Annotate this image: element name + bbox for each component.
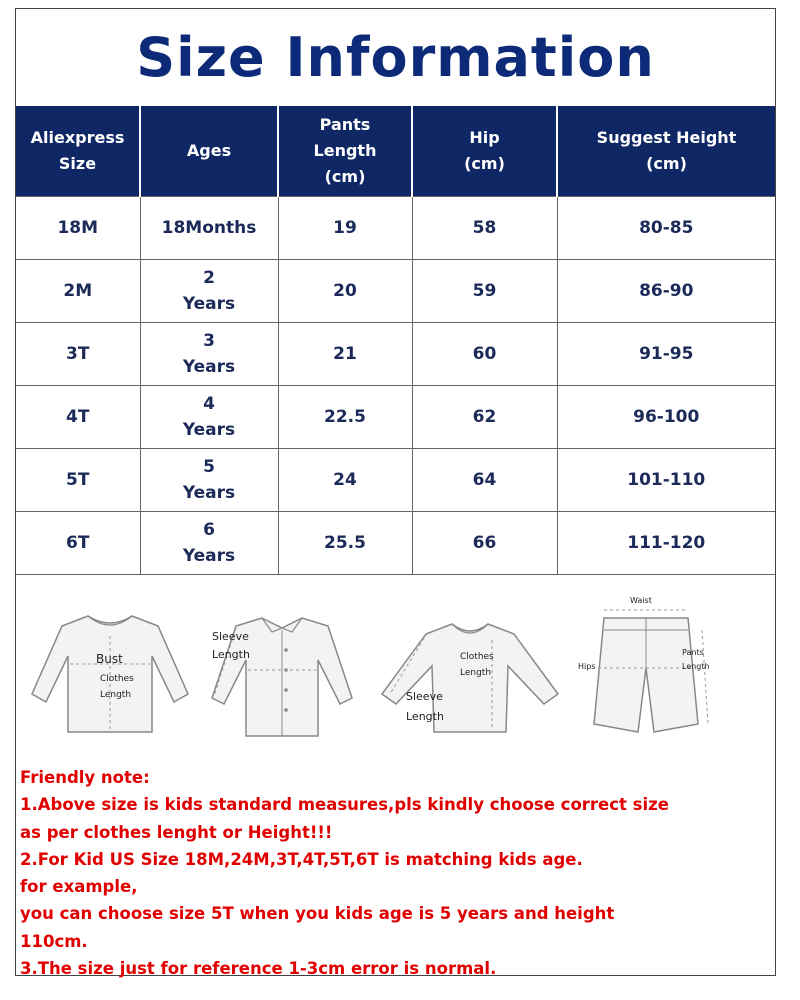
table-row — [16, 323, 775, 386]
length-label: Length — [460, 668, 492, 678]
header-pants-length: Pants Length (cm) — [278, 106, 412, 197]
length-label: Length — [682, 662, 710, 671]
note-line: for example, — [20, 877, 138, 897]
cell-age: 5 Years — [140, 449, 278, 512]
sleeve-label: Sleeve — [212, 630, 249, 643]
header-ages: Ages — [140, 106, 278, 197]
clothes-label: Clothes — [100, 674, 134, 684]
pants-length-label: Pants — [682, 648, 704, 657]
cell-age: 6 Years — [140, 512, 278, 575]
cell-height: 91-95 — [557, 323, 775, 386]
bust-label: Bust — [96, 652, 123, 666]
header-hip: Hip (cm) — [412, 106, 557, 197]
cell-height: 80-85 — [557, 197, 775, 260]
cell-pants-length: 25.5 — [278, 512, 412, 575]
cell-size: 18M — [16, 197, 140, 260]
cell-pants-length: 22.5 — [278, 386, 412, 449]
cell-age: 3 Years — [140, 323, 278, 386]
pants-diagram — [556, 596, 731, 746]
sleeve-label: Sleeve — [406, 690, 443, 703]
cell-hip: 59 — [412, 260, 557, 323]
waist-label: Waist — [630, 596, 652, 605]
cell-size: 2M — [16, 260, 140, 323]
cell-size: 3T — [16, 323, 140, 386]
note-line: you can choose size 5T when you kids age is 5 years and height — [20, 904, 615, 924]
cell-hip: 62 — [412, 386, 557, 449]
table-row — [16, 449, 775, 512]
cell-age: 18Months — [140, 197, 278, 260]
table-row — [16, 260, 775, 323]
shorts-icon — [556, 596, 731, 746]
cell-age: 2 Years — [140, 260, 278, 323]
table-header-row — [16, 106, 775, 197]
cell-hip: 64 — [412, 449, 557, 512]
cell-pants-length: 21 — [278, 323, 412, 386]
note-line: 110cm. — [20, 931, 88, 951]
table-row — [16, 512, 775, 575]
sleeve-length-label: Length — [406, 710, 444, 723]
note-line: 2.For Kid US Size 18M,24M,3T,4T,5T,6T is matching kids age. — [20, 849, 583, 869]
cell-height: 86-90 — [557, 260, 775, 323]
cell-hip: 60 — [412, 323, 557, 386]
size-table — [16, 106, 775, 575]
raglan-shirt-diagram — [374, 604, 564, 749]
cell-hip: 66 — [412, 512, 557, 575]
cell-height: 96-100 — [557, 386, 775, 449]
cell-size: 4T — [16, 386, 140, 449]
tshirt-bust-diagram — [30, 594, 190, 744]
header-size: Aliexpress Size — [16, 106, 140, 197]
cell-height: 111-120 — [557, 512, 775, 575]
cell-height: 101-110 — [557, 449, 775, 512]
button-shirt-diagram — [192, 600, 372, 745]
note-line: 3.The size just for reference 1-3cm error is normal. — [20, 959, 497, 979]
button-shirt-icon — [192, 600, 372, 745]
hips-label: Hips — [578, 662, 596, 671]
cell-hip: 58 — [412, 197, 557, 260]
note-line: 1.Above size is kids standard measures,pls kindly choose correct size — [20, 795, 669, 815]
measurement-diagrams — [16, 586, 775, 751]
note-line: as per clothes lenght or Height!!! — [20, 822, 333, 842]
size-chart-frame — [15, 8, 776, 979]
table-row — [16, 197, 775, 260]
cell-size: 5T — [16, 449, 140, 512]
header-suggest-height: Suggest Height (cm) — [557, 106, 775, 197]
sleeve-length-label: Length — [212, 648, 250, 661]
long-sleeve-shirt-icon — [30, 594, 190, 744]
clothes-label: Clothes — [460, 652, 494, 662]
cell-pants-length: 20 — [278, 260, 412, 323]
table-row — [16, 386, 775, 449]
cell-pants-length: 24 — [278, 449, 412, 512]
cell-pants-length: 19 — [278, 197, 412, 260]
friendly-notes — [20, 764, 770, 982]
page-title: Size Information — [136, 25, 655, 89]
note-line: Friendly note: — [20, 768, 150, 787]
cell-age: 4 Years — [140, 386, 278, 449]
length-label: Length — [100, 690, 132, 700]
cell-size: 6T — [16, 512, 140, 575]
